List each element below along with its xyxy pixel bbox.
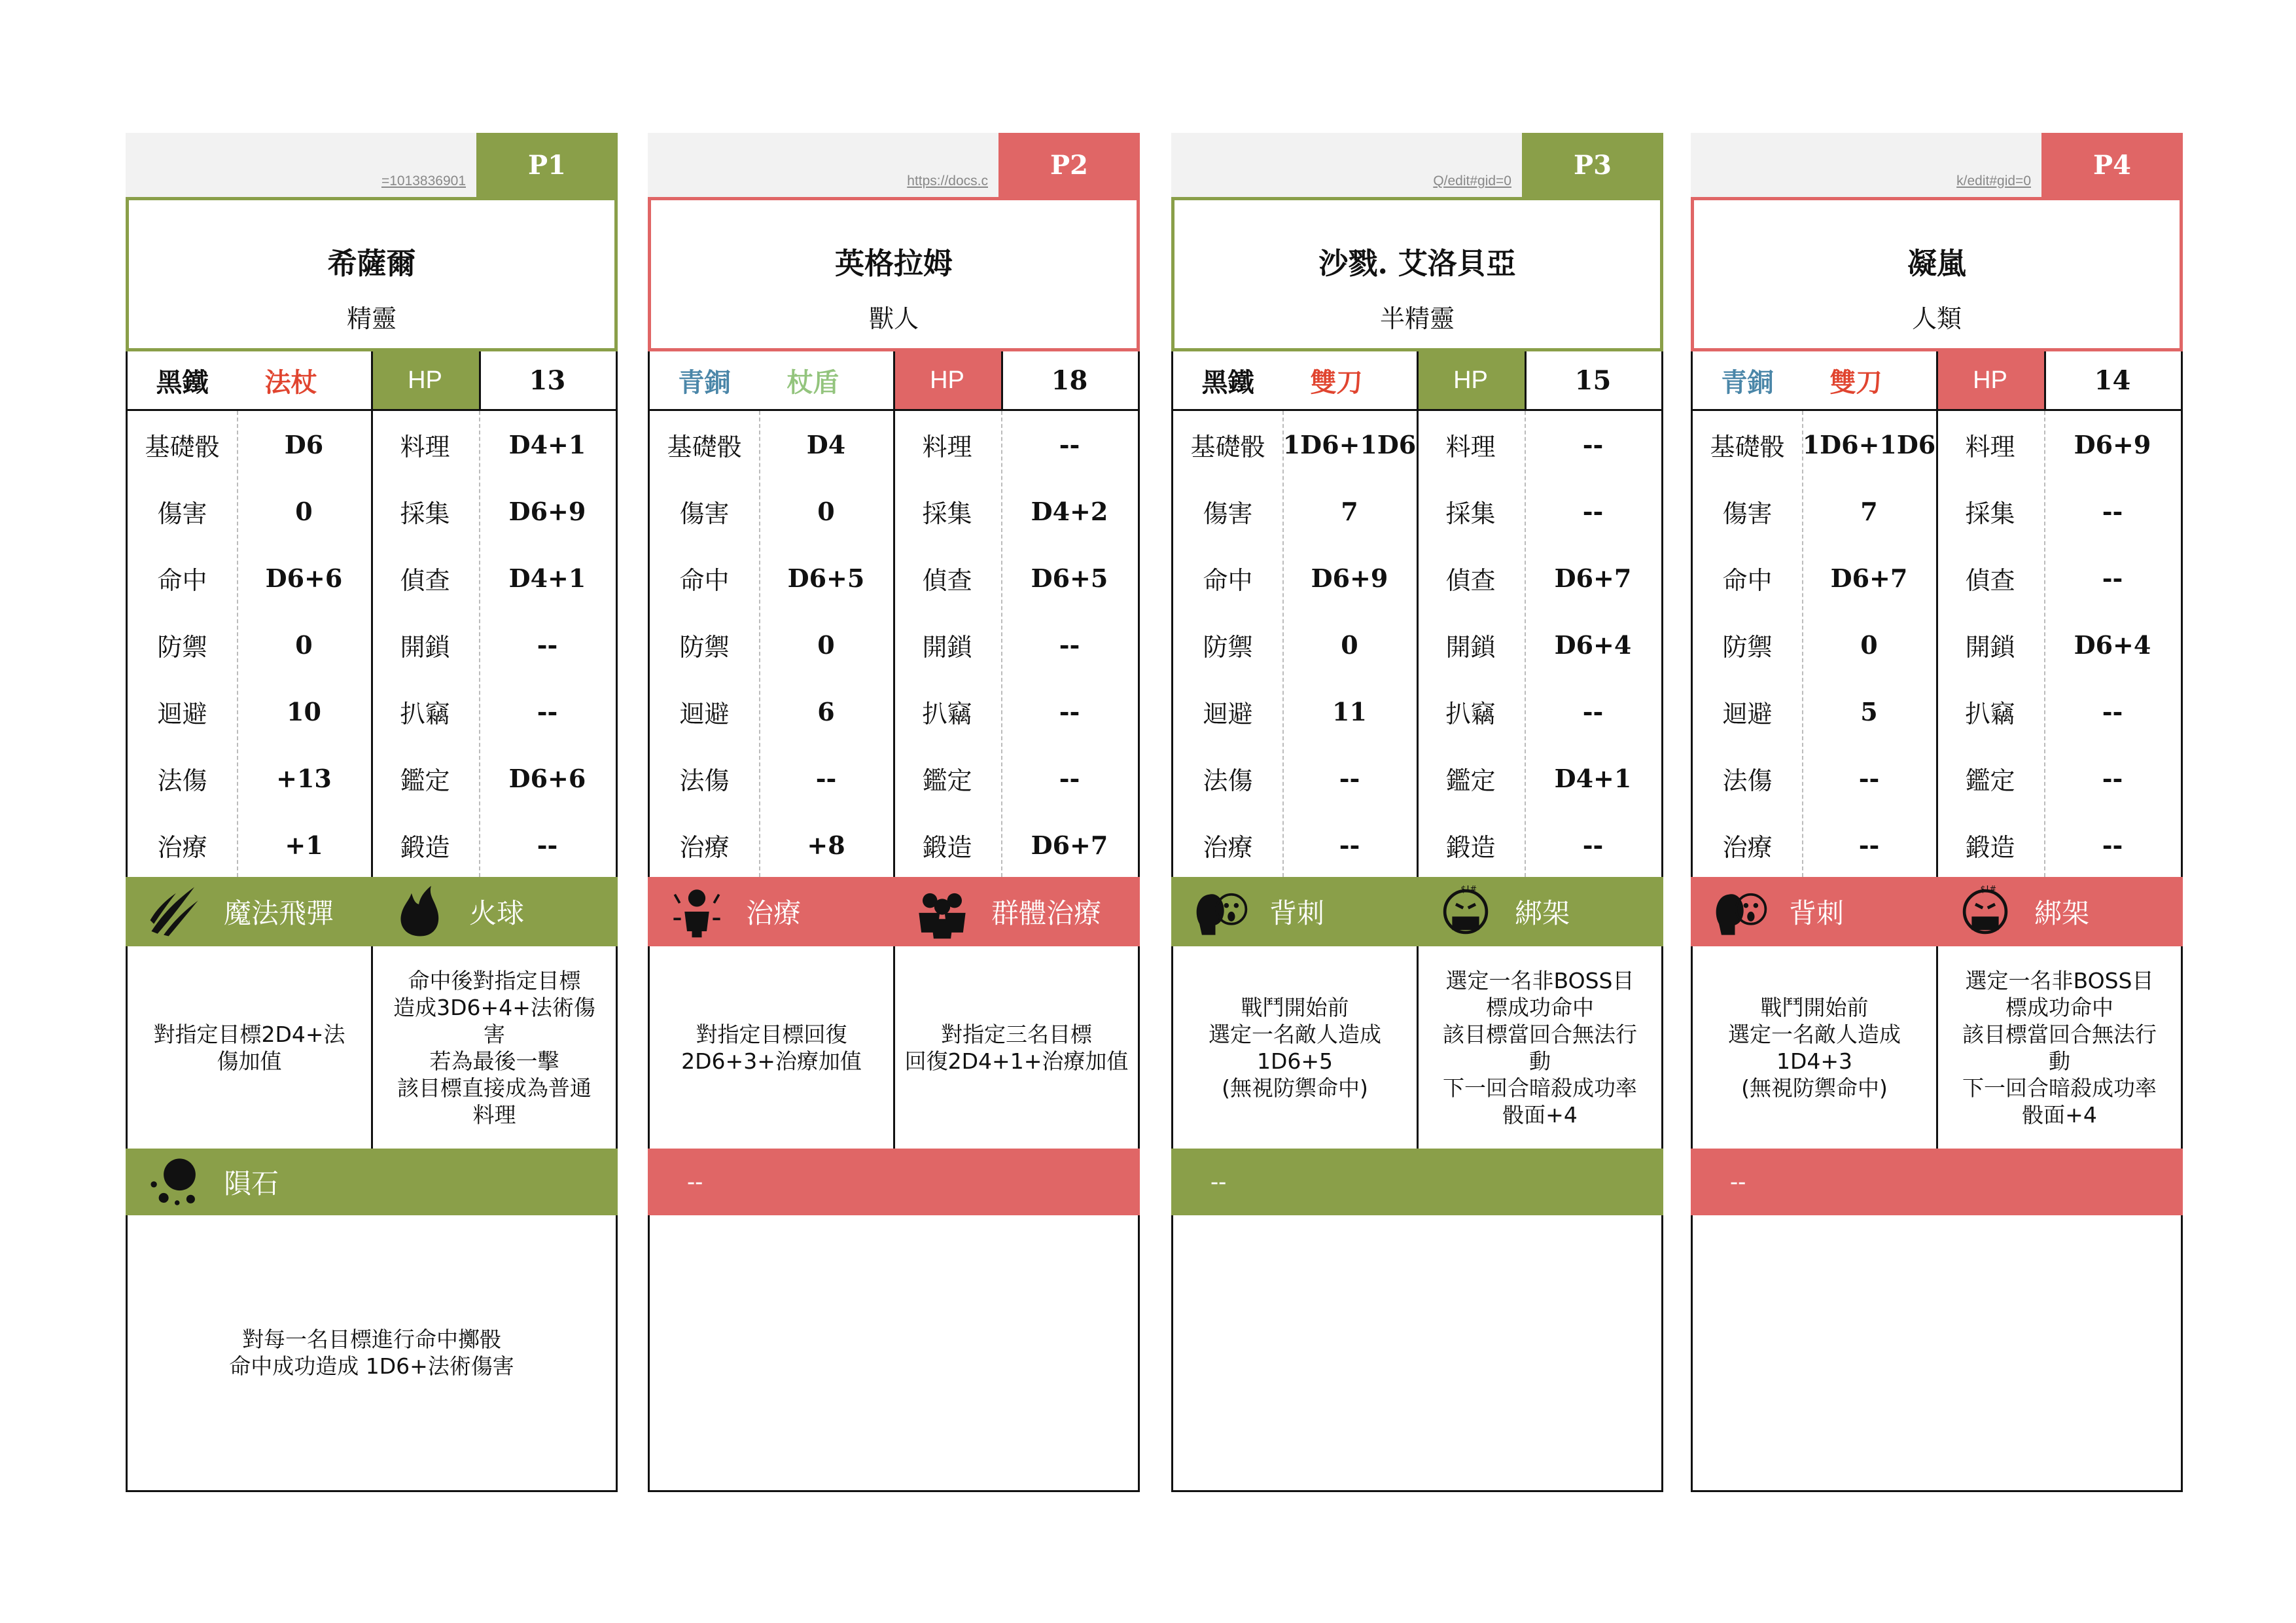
stat-label: 治療	[1722, 832, 1773, 862]
stat-value: --	[1339, 763, 1360, 793]
stats-grid	[126, 351, 618, 1492]
skill-description: 戰鬥開始前 選定一名敵人造成 1D6+5 (無視防禦命中)	[1209, 994, 1381, 1101]
equipment-row	[1693, 351, 2181, 411]
stat-label: 料理	[922, 432, 972, 461]
skill-header	[1171, 1149, 1663, 1215]
skill-name: 火球	[469, 897, 525, 929]
stat-value: D4+2	[1031, 496, 1108, 526]
weapon-label: 雙刀	[1310, 366, 1363, 398]
stat-value: D6+9	[2074, 429, 2151, 459]
stat-row	[1693, 678, 2181, 745]
stat-label: 命中	[1203, 565, 1253, 595]
skill-header	[648, 1149, 1140, 1215]
skill-bar	[1691, 877, 2183, 946]
hp-label: HP	[893, 351, 1001, 409]
stat-row	[650, 411, 1138, 478]
skill-description: 對指定三名目標 回復2D4+1+治療加值	[904, 1021, 1129, 1074]
skill-descriptions	[1173, 946, 1661, 1149]
heal-icon	[667, 882, 726, 941]
equipment-row	[1173, 351, 1661, 411]
skill-name: 治療	[746, 897, 802, 929]
skill-header	[1171, 877, 1417, 946]
group-heal-icon	[913, 882, 972, 941]
stat-row	[1693, 611, 2181, 678]
stat-label: 迴避	[1722, 699, 1773, 728]
character-race: 人類	[1911, 304, 1962, 333]
stat-value: --	[1059, 763, 1080, 793]
stat-row	[128, 478, 616, 544]
stat-label: 鍛造	[922, 832, 972, 862]
stat-value: 10	[287, 696, 321, 726]
stat-value: D4+1	[1554, 763, 1632, 793]
stat-row	[128, 544, 616, 611]
name-box	[1171, 197, 1663, 351]
stat-value: D6+7	[1031, 830, 1108, 860]
skill-name: 綁架	[1515, 897, 1570, 929]
svg-text:$!#: $!#	[1980, 885, 1997, 895]
skill-name: 隕石	[224, 1168, 279, 1200]
stat-value: D6+9	[1311, 563, 1388, 593]
stats-grid	[648, 351, 1140, 1492]
skill-description: 命中後對指定目標 造成3D6+4+法術傷 害 若為最後一擊 該目標直接成為普通 料理	[393, 967, 595, 1128]
stat-label: 治療	[679, 832, 730, 862]
hp-value: 14	[2094, 365, 2131, 396]
skill-descriptions	[650, 946, 1138, 1149]
skill-name: 綁架	[2034, 897, 2090, 929]
stat-value: --	[1059, 630, 1080, 660]
stat-value: D6+4	[1554, 630, 1632, 660]
stat-label: 扒竊	[1445, 699, 1496, 728]
stat-row	[1173, 411, 1661, 478]
stat-label: 採集	[922, 499, 972, 528]
url-link[interactable]: =1013836901	[381, 173, 466, 188]
stat-label: 扒竊	[400, 699, 450, 728]
equipment-row	[650, 351, 1138, 411]
stat-row	[1693, 411, 2181, 478]
stat-value: 0	[1341, 630, 1358, 660]
stat-value: --	[2102, 830, 2123, 860]
stat-row	[128, 411, 616, 478]
stat-label: 鍛造	[1445, 832, 1496, 862]
stat-value: 0	[1860, 630, 1878, 660]
character-card	[648, 133, 1140, 1492]
skill-header	[1691, 1149, 2183, 1215]
stat-value: D6+5	[787, 563, 865, 593]
stat-label: 料理	[400, 432, 450, 461]
stat-label: 迴避	[679, 699, 730, 728]
stat-row	[128, 812, 616, 878]
extra-skill-description	[650, 1215, 1138, 1490]
meteor-icon	[145, 1152, 204, 1211]
stat-value: --	[1582, 496, 1604, 526]
stat-value: --	[2102, 696, 2123, 726]
stat-label: 迴避	[1203, 699, 1253, 728]
backstab-icon	[1710, 882, 1769, 941]
stat-label: 開鎖	[1965, 632, 2015, 662]
hp-value: 15	[1574, 365, 1612, 396]
stats-table	[1693, 411, 2181, 877]
skill-header	[1417, 877, 1663, 946]
extra-skill-bar	[1171, 1149, 1663, 1215]
character-race: 精靈	[346, 304, 397, 333]
character-card	[1171, 133, 1663, 1492]
name-box	[648, 197, 1140, 351]
stat-value: 0	[817, 496, 835, 526]
stat-label: 法傷	[157, 766, 207, 795]
skill-description: 對指定目標回復 2D6+3+治療加值	[681, 1021, 862, 1074]
divider	[479, 351, 481, 409]
skill-description: 選定一名非BOSS目 標成功命中 該目標當回合無法行 動 下一回合暗殺成功率 骰面+4	[1962, 967, 2157, 1128]
hp-value: 18	[1051, 365, 1088, 396]
stat-label: 開鎖	[1445, 632, 1496, 662]
stat-row	[650, 544, 1138, 611]
stat-value: 1D6+1D6	[1282, 429, 1417, 459]
stat-row	[1693, 478, 2181, 544]
stat-row	[1173, 745, 1661, 812]
stat-row	[650, 478, 1138, 544]
stat-value: D6+7	[1830, 563, 1908, 593]
skill-name: 群體治療	[991, 897, 1102, 929]
skill-name: --	[687, 1168, 703, 1196]
player-tag: P3	[1522, 133, 1663, 197]
stat-row	[1173, 478, 1661, 544]
stat-value: +13	[276, 763, 332, 793]
stat-value: --	[537, 696, 558, 726]
stat-label: 偵查	[922, 565, 972, 595]
divider	[893, 351, 895, 409]
skill-header	[893, 877, 1140, 946]
stats-grid	[1171, 351, 1663, 1492]
stat-label: 防禦	[157, 632, 207, 662]
extra-skill-bar	[1691, 1149, 2183, 1215]
stat-label: 鑑定	[922, 766, 972, 795]
stat-label: 鍛造	[1965, 832, 2015, 862]
weapon-label: 杖盾	[786, 366, 839, 398]
extra-skill-description: 對每一名目標進行命中擲骰 命中成功造成 1D6+法術傷害	[229, 1327, 514, 1379]
stat-value: D6+7	[1554, 563, 1632, 593]
stats-table	[650, 411, 1138, 877]
skill-descriptions	[128, 946, 616, 1149]
stat-value: +1	[285, 830, 323, 860]
skill-header	[648, 877, 893, 946]
divider	[1936, 351, 1938, 409]
character-name: 英格拉姆	[834, 246, 953, 281]
stat-label: 防禦	[1203, 632, 1253, 662]
stat-label: 治療	[1203, 832, 1253, 862]
stat-row	[128, 611, 616, 678]
extra-skill-description	[1173, 1215, 1661, 1490]
url-link[interactable]: https://docs.c	[907, 173, 988, 188]
character-name: 希薩爾	[327, 246, 416, 281]
stat-value: 7	[1341, 496, 1358, 526]
skill-bar	[648, 877, 1140, 946]
stat-label: 扒竊	[1965, 699, 2015, 728]
stat-label: 基礎骰	[1190, 432, 1265, 461]
stat-value: --	[537, 630, 558, 660]
stat-value: D6+6	[508, 763, 586, 793]
skill-header	[126, 1149, 618, 1215]
stat-value: 0	[295, 496, 313, 526]
divider	[1417, 351, 1419, 409]
backstab-icon	[1191, 882, 1250, 941]
hp-label: HP	[1936, 351, 2044, 409]
stat-value: --	[1858, 830, 1880, 860]
stat-value: --	[2102, 763, 2123, 793]
character-card	[1691, 133, 2183, 1492]
stat-label: 鑑定	[1965, 766, 2015, 795]
hp-label: HP	[371, 351, 479, 409]
stat-label: 傷害	[1722, 499, 1773, 528]
stat-label: 命中	[1722, 565, 1773, 595]
divider	[1525, 351, 1527, 409]
weapon-label: 法杖	[264, 366, 317, 398]
stat-label: 偵查	[400, 565, 450, 595]
stat-label: 命中	[157, 565, 207, 595]
skill-header	[126, 877, 371, 946]
skill-description: 對指定目標2D4+法 傷加值	[153, 1021, 345, 1074]
extra-skill-bar	[126, 1149, 618, 1215]
stat-value: D6	[284, 429, 324, 459]
fireball-icon	[391, 882, 450, 941]
stat-row	[1693, 812, 2181, 878]
stat-row	[650, 812, 1138, 878]
stat-value: --	[1059, 429, 1080, 459]
stat-label: 傷害	[157, 499, 207, 528]
stat-label: 料理	[1445, 432, 1496, 461]
extra-skill-description	[1693, 1215, 2181, 1490]
stats-grid	[1691, 351, 2183, 1492]
stat-label: 防禦	[679, 632, 730, 662]
skill-name: --	[1210, 1168, 1227, 1196]
stat-label: 傷害	[679, 499, 730, 528]
character-race: 半精靈	[1379, 304, 1455, 333]
stat-value: 6	[817, 696, 835, 726]
skill-description: 選定一名非BOSS目 標成功命中 該目標當回合無法行 動 下一回合暗殺成功率 骰面+4	[1443, 967, 1637, 1128]
stat-value: --	[1858, 763, 1880, 793]
stat-value: --	[815, 763, 837, 793]
skill-header	[371, 877, 618, 946]
character-race: 獸人	[868, 304, 919, 333]
stat-value: --	[1582, 696, 1604, 726]
stat-value: +8	[807, 830, 845, 860]
stat-row	[1693, 745, 2181, 812]
stat-value: --	[2102, 496, 2123, 526]
skill-descriptions	[1693, 946, 2181, 1149]
skill-bar	[126, 877, 618, 946]
skill-name: --	[1730, 1168, 1746, 1196]
stat-row	[1173, 678, 1661, 745]
stat-label: 鍛造	[400, 832, 450, 862]
stat-label: 基礎骰	[1710, 432, 1785, 461]
stat-row	[128, 745, 616, 812]
stat-label: 防禦	[1722, 632, 1773, 662]
name-box	[1691, 197, 2183, 351]
stat-value: --	[1582, 429, 1604, 459]
divider	[2044, 351, 2046, 409]
stat-label: 開鎖	[922, 632, 972, 662]
armor-label: 黑鐵	[1201, 366, 1254, 398]
stat-label: 法傷	[1722, 766, 1773, 795]
player-tag: P2	[998, 133, 1140, 197]
url-link[interactable]: Q/edit#gid=0	[1433, 173, 1511, 188]
stat-row	[1173, 611, 1661, 678]
character-name: 沙戮. 艾洛貝亞	[1318, 246, 1516, 281]
stat-value: 7	[1860, 496, 1878, 526]
weapon-label: 雙刀	[1829, 366, 1882, 398]
stat-label: 鑑定	[400, 766, 450, 795]
stat-row	[1693, 544, 2181, 611]
stat-row	[650, 611, 1138, 678]
equipment-row	[128, 351, 616, 411]
character-card	[126, 133, 618, 1492]
hp-label: HP	[1417, 351, 1525, 409]
stat-label: 採集	[1965, 499, 2015, 528]
divider	[1001, 351, 1003, 409]
stat-value: D6+6	[265, 563, 343, 593]
stat-value: 1D6+1D6	[1802, 429, 1936, 459]
stats-table	[128, 411, 616, 877]
stat-row	[650, 678, 1138, 745]
stat-value: 5	[1860, 696, 1878, 726]
name-box	[126, 197, 618, 351]
stat-value: 0	[817, 630, 835, 660]
stat-row	[1173, 544, 1661, 611]
stat-label: 偵查	[1445, 565, 1496, 595]
stat-label: 傷害	[1203, 499, 1253, 528]
stat-value: D4+1	[508, 429, 586, 459]
url-link[interactable]: k/edit#gid=0	[1956, 173, 2031, 188]
magic-missile-icon	[145, 882, 204, 941]
stat-value: 0	[295, 630, 313, 660]
stat-label: 偵查	[1965, 565, 2015, 595]
stat-label: 料理	[1965, 432, 2015, 461]
stat-label: 鑑定	[1445, 766, 1496, 795]
skill-description: 戰鬥開始前 選定一名敵人造成 1D4+3 (無視防禦命中)	[1728, 994, 1901, 1101]
stat-label: 基礎骰	[145, 432, 220, 461]
stat-label: 開鎖	[400, 632, 450, 662]
stat-label: 迴避	[157, 699, 207, 728]
player-tag: P4	[2041, 133, 2183, 197]
stat-row	[128, 678, 616, 745]
stat-value: D6+4	[2074, 630, 2151, 660]
stat-row	[1173, 812, 1661, 878]
stat-label: 命中	[679, 565, 730, 595]
stat-value: --	[2102, 563, 2123, 593]
kidnap-icon	[1436, 882, 1495, 941]
svg-text:$!#: $!#	[1460, 885, 1477, 895]
extra-skill-bar	[648, 1149, 1140, 1215]
stat-value: --	[537, 830, 558, 860]
stat-value: D4+1	[508, 563, 586, 593]
armor-label: 黑鐵	[156, 366, 209, 398]
stat-label: 法傷	[1203, 766, 1253, 795]
skill-name: 背刺	[1789, 897, 1845, 929]
skill-name: 魔法飛彈	[224, 897, 334, 929]
stat-value: --	[1582, 830, 1604, 860]
skill-header	[1936, 877, 2183, 946]
armor-label: 青銅	[1721, 366, 1774, 398]
stat-label: 基礎骰	[667, 432, 742, 461]
stat-row	[650, 745, 1138, 812]
stat-value: D6+5	[1031, 563, 1108, 593]
skill-bar	[1171, 877, 1663, 946]
stat-value: D4	[806, 429, 846, 459]
stat-label: 採集	[400, 499, 450, 528]
stat-label: 採集	[1445, 499, 1496, 528]
divider	[371, 351, 373, 409]
stat-label: 扒竊	[922, 699, 972, 728]
skill-header	[1691, 877, 1936, 946]
character-name: 凝嵐	[1907, 246, 1966, 281]
skill-name: 背刺	[1269, 897, 1325, 929]
stat-value: D6+9	[508, 496, 586, 526]
armor-label: 青銅	[678, 366, 731, 398]
stat-label: 治療	[157, 832, 207, 862]
hp-value: 13	[529, 365, 566, 396]
stat-value: --	[1059, 696, 1080, 726]
stat-label: 法傷	[679, 766, 730, 795]
stats-table	[1173, 411, 1661, 877]
stat-value: --	[1339, 830, 1360, 860]
kidnap-icon	[1956, 882, 2015, 941]
stat-value: 11	[1332, 696, 1367, 726]
player-tag: P1	[476, 133, 618, 197]
